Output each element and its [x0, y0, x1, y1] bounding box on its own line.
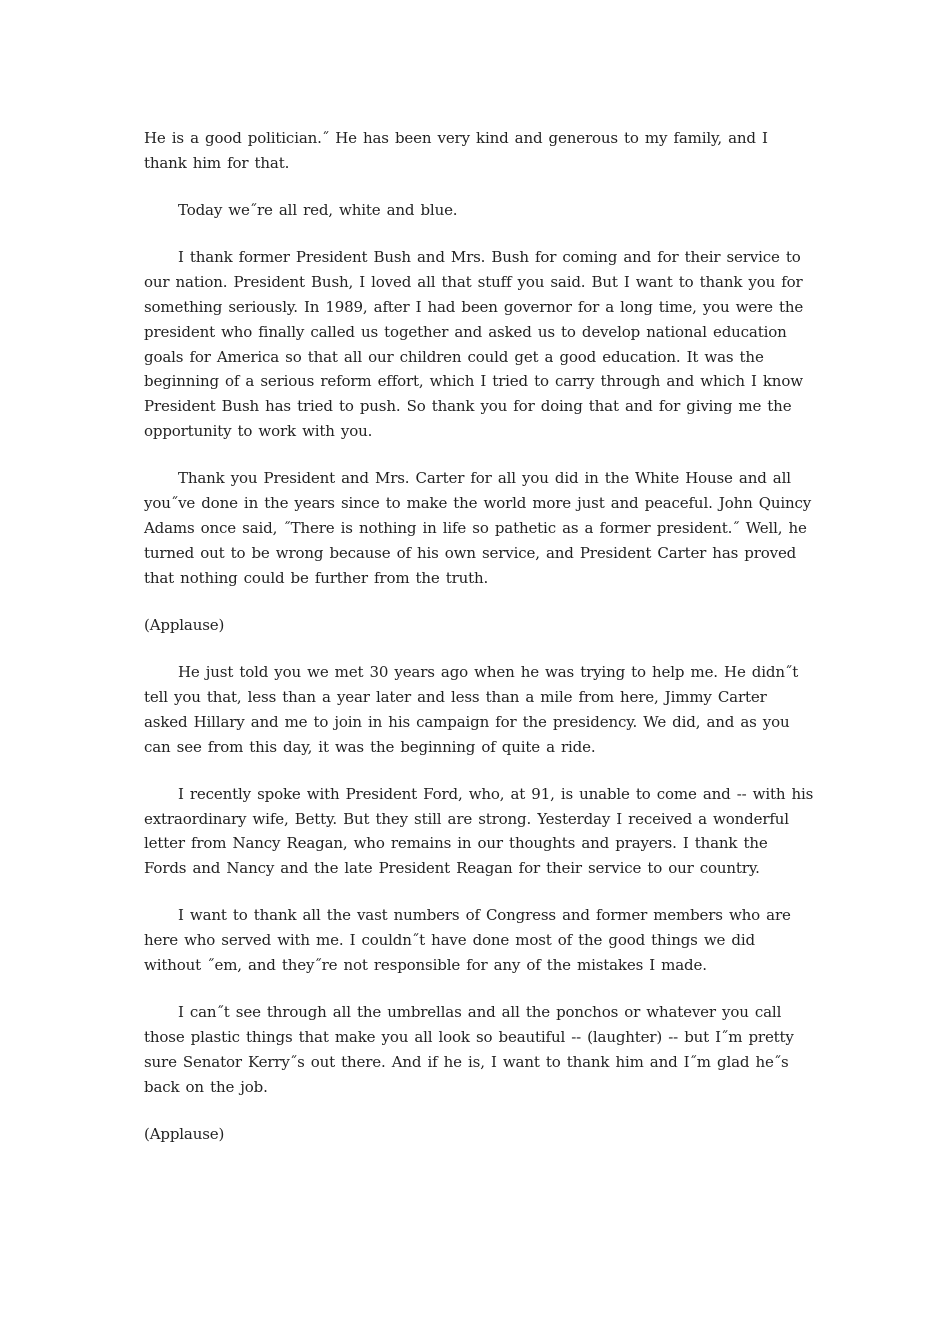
paragraph-politician: He is a good politician.˝ He has been very kind and generous to my family, and I thank him for that. [144, 129, 768, 172]
paragraph-thank-carter: Thank you President and Mrs. Carter for all you did in the White House and all you˝ve done in the years since to make the world more just and peaceful. John Quincy Adams once said, ˝There is nothing in life so pathetic as a former president.˝ Well, he turned out to be wrong because of his own service, and President Carter has proved that nothing could be further from the truth. [144, 469, 812, 587]
paragraph-thank-bush: I thank former President Bush and Mrs. Bush for coming and for their service to our nation. President Bush, I loved all that stuff you said. But I want to thank you for something seriously. In 1989, after I had been governor for a long time, you were the president who finally called us together and asked us to develop national education goals for America so that all our children could get a good education. It was the beginning of a serious reform effort, which I tried to carry through and which I know President Bush has tried to push. So thank you for doing that and for giving me the opportunity to work with you. [144, 247, 804, 441]
paragraph-red-white-blue: Today we˝re all red, white and blue. [178, 200, 458, 219]
paragraph-umbrellas: I can˝t see through all the umbrellas and all the ponchos or whatever you call those plastic things that make you all look so beautiful -- (laughter) -- but I˝m pretty sure Senator Kerry˝s out there. And if he is, I want to thank him and I˝m glad he˝s back on the job. [144, 1003, 794, 1096]
paragraph-president-ford: I recently spoke with President Ford, who, at 91, is unable to come and -- with his extraordinary wife, Betty. But they still are strong. Yesterday I received a wonderful letter from Nancy Reagan, who remains in our thoughts and prayers. I thank the Fords and Nancy and the late President Reagan for their service to our country. [144, 784, 814, 878]
paragraph-applause-1: (Applause) [144, 615, 225, 634]
paragraph-congress: I want to thank all the vast numbers of Congress and former members who are here who served with me. I couldn˝t have done most of the good things we did without ˝em, and they˝re not responsible for any of the mistakes I made. [144, 906, 791, 975]
paragraph-applause-2: (Applause) [144, 1124, 225, 1143]
document-body [144, 126, 814, 1169]
paragraph-met-30-years-ago: He just told you we met 30 years ago when he was trying to help me. He didn˝t tell you that, less than a year later and less than a mile from here, Jimmy Carter asked Hillary and me to join in his campaign for the presidency. We did, and as you can see from this day, it was the beginning of quite a ride. [144, 662, 799, 756]
